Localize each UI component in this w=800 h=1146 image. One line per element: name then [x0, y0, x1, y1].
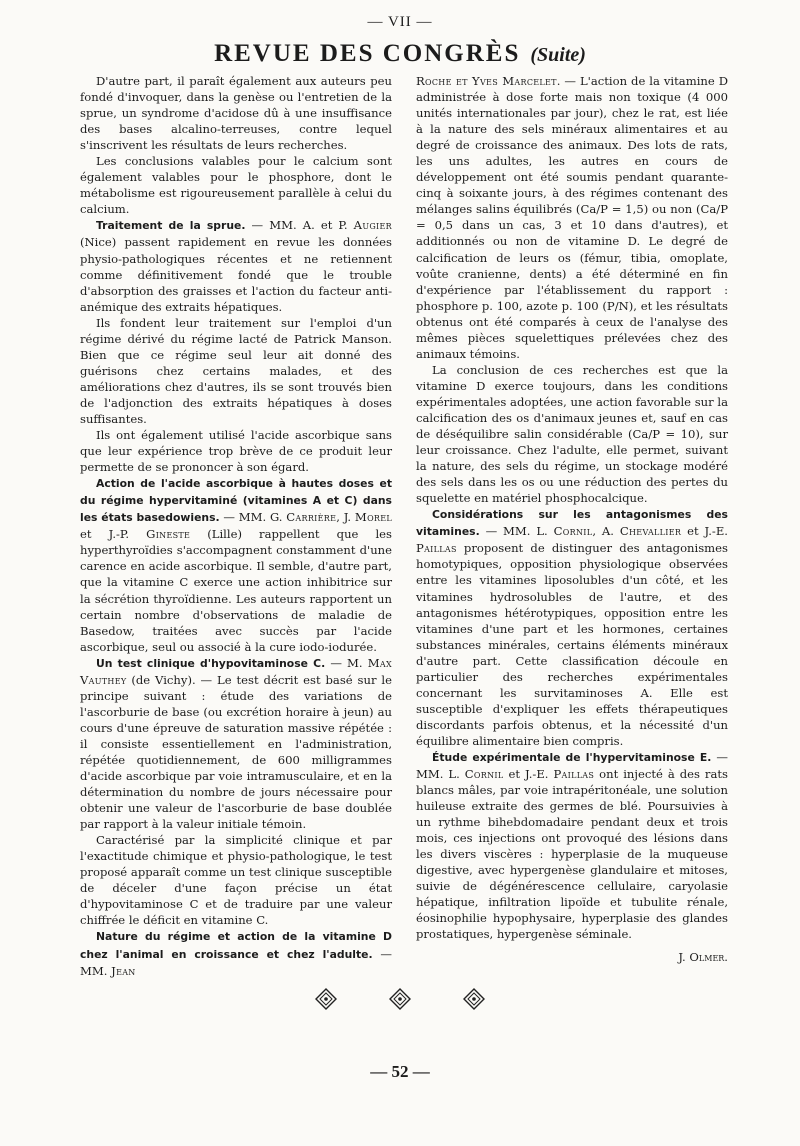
section-heading: Nature du régime et action de la vitamine D chez l'animal en croissance et chez l'adulte. — [80, 930, 392, 961]
title-suffix: (Suite) — [530, 44, 586, 66]
section-heading: Un test clinique d'hypovitaminose C. — [96, 656, 326, 670]
ornament-icon — [463, 988, 485, 1010]
ornament-row — [0, 988, 800, 1010]
ornament-icon — [315, 988, 337, 1010]
author-name: Paillas — [416, 541, 457, 556]
section-heading: Étude expérimentale de l'hypervitaminose E. — [432, 750, 712, 764]
author-sep: et J.-P. — [80, 527, 147, 542]
section-ascorbic-acid — [80, 475, 392, 655]
author-name: Max Vauthey — [80, 655, 392, 687]
paragraph: La conclusion de ces recherches est que la vitamine D exerce toujours, dans les conditions expérimentales adoptées, une action favorable sur la calcification des os d'animaux jeunes et, sauf en cas de déséquilibre salin considérable (Ca/P = 10), sur leur croissance. Chez l'adulte, elle permet, suivant la nature, des sels du régime, un stockage modéré des sels dans les os ou une réduction des pertes du squelette en matériel phosphocalcique. — [416, 362, 728, 506]
author-name: Augier — [353, 218, 392, 233]
author-intro: — MM. G. — [219, 510, 287, 525]
section-heading: Considérations sur les antagonismes des vitamines. — [416, 508, 728, 539]
section-clinical-test — [80, 655, 392, 833]
page-title — [0, 40, 800, 68]
author-name: Carrière — [286, 510, 337, 525]
author-name: Roche et Yves Marcelet — [416, 74, 557, 88]
section-text: ont injecté à des rats blancs mâles, par voie intrapéritonéale, une solution huileuse extraite des germes de blé. Poursuivies à un rythme bihebdomadaire pendant deux et trois mois, ces injections ont provoqué des lésions dans les divers viscères : hyperplasie de la muqueuse digestive, avec hypergenèse glandulaire et mitoses, suivie de dégénérescence cellulaire, caryolasie hépatique, infiltration lipoïde et tubulite rénale, éosinophilie hypophysaire, hyperplasie des glandes prostatiques, hypergenèse séminale. — [416, 767, 728, 942]
right-column — [416, 73, 728, 965]
section-vitamin-d-continued — [416, 73, 728, 362]
author-name: Cornil — [553, 524, 593, 539]
section-text: proposent de distinguer des antagonismes homotypiques, opposition physiologique observées entre les vitamines liposolubles d'un côté, et les vitamines hydrosolubles de l'autre, et des antagonismes hétérotypiques, opposition entre les vitamines d'une part et les hormones, certaines substances minérales, certains éléments minéraux d'autre part. Cette classification découle en particulier des recherches expérimentales concernant les survitaminoses A. Elle est susceptible d'expliquer les effets thérapeutiques discordants parfois obtenus, et la nécessité d'un équilibre alimentaire bien compris. — [416, 541, 728, 748]
section-hypervitaminosis-e — [416, 749, 728, 943]
ornament-icon — [389, 988, 411, 1010]
author-name: Gineste — [146, 527, 191, 542]
page-roman-numeral: — VII — — [367, 14, 433, 30]
paragraph: Caractérisé par la simplicité clinique et par l'exactitude chimique et physio-pathologique, le test proposé apparaît comme un test clinique susceptible de déceler d'une façon précise un état d'hypovitaminose C et de traduire par une valeur chiffrée le déficit en vitamine C. — [80, 833, 392, 928]
author-intro: — MM. L. — [416, 749, 729, 782]
author-sep: , J. — [336, 510, 355, 525]
section-text: (de Vichy). — Le test décrit est basé sur le principe suivant : étude des variations de l'ascorburie de base (ou excrétion horaire à jeun) au cours d'une épreuve de saturation massive répétée : il consiste essentiellement en l'administration, répétée quotidiennement, de 600 milligrammes d'acide ascorbique par voie intramusculaire, et en la détermination du nombre de jours nécessaire pour obtenir une valeur de l'ascorburie de base doublée par rapport à la valeur initiale témoin. — [80, 672, 392, 832]
author-intro: — M. — [325, 655, 368, 670]
section-heading: Action de l'acide ascorbique à hautes doses et du régime hypervitaminé (vitamines A et C) dans les états basedowiens. — [80, 477, 392, 525]
author-sep: et J.-E. — [681, 524, 728, 539]
author-name: Jean — [111, 963, 136, 978]
left-column — [80, 73, 392, 979]
page-number: — 52 — — [370, 1062, 430, 1081]
author-name: Morel — [354, 510, 393, 525]
author-signature: J. Olmer. — [678, 949, 728, 964]
section-text: (Lille) rappellent que les hyperthyroïdies s'accompagnent constamment d'une carence en acide ascorbique. Il semble, d'autre part, que la vitamine C exerce une action inhibitrice sur la sécrétion thyroïdienne. Les auteurs rapportent un certain nombre d'observations de maladie de Basedow, traitées avec succès par l'acide ascorbique, seul ou associé à la cure iodo-iodurée. — [80, 527, 392, 654]
author-sep: , A. — [592, 524, 620, 539]
author-name: Paillas — [553, 767, 595, 782]
author-intro: — MM. A. et P. — [245, 218, 354, 233]
author-intro: — MM. L. — [479, 524, 554, 539]
section-vitamin-d — [80, 928, 392, 978]
paragraph: Les conclusions valables pour le calcium sont également valables pour le phosphore, dont le métabolisme est rigoureusement parallèle à celui du calcium. — [80, 154, 392, 217]
section-text: . — L'action de la vitamine D administrée à dose forte mais non toxique (4 000 unités internationales par jour), chez le rat, est liée à la nature des sels minéraux alimentaires et au degré de croissance des animaux. Des lots de rats, les uns adultes, les autres en cours de développement ont été soumis pendant quarante-cinq à soixante jours, à des régimes contenant des mélanges salins équilibrés (Ca/P = 1,5) ou non (Ca/P = 0,5 dans un cas, 3 et 10 dans d'autres), et additionnés ou non de vitamine D. Le degré de calcification de leurs os (fémur, tibia, omoplate, voûte cranienne, dents) a été déterminé en fin d'expérience par l'établissement du rapport : phosphore p. 100, azote p. 100 (P/N), et les résultats obtenus ont été comparés à ceux de l'analyse des mêmes pièces squelettiques prélevées chez des animaux témoins. — [416, 74, 728, 361]
paragraph: D'autre part, il paraît également aux auteurs peu fondé d'invoquer, dans la genèse ou l'entretien de la sprue, un syndrome d'acidose dû à une insuffisance des bases alcalino-terreuses, contre lequel s'inscrivent les résultats de leurs recherches. — [80, 74, 392, 153]
section-text: (Nice) passent rapidement en revue les données physio-pathologiques récentes et ne retiennent comme définitivement fondé que le trouble d'absorption des graisses et l'action du facteur anti-anémique des extraits hépatiques. — [80, 235, 392, 314]
paragraph: Ils fondent leur traitement sur l'emploi d'un régime dérivé du régime lacté de Patrick Manson. Bien que ce régime seul leur ait donné des guérisons chez certains malades, et des améliorations chez d'autres, ils se sont trouvés bien de l'adjonction des extraits hépatiques à doses suffisantes. — [80, 315, 392, 426]
author-name: Cornil — [464, 767, 504, 782]
section-heading: Traitement de la sprue. — [96, 219, 246, 233]
author-intro: — MM. — [80, 946, 392, 978]
paragraph: Ils ont également utilisé l'acide ascorbique sans que leur expérience trop brève de ce produit leur permette de se prononcer à son égard. — [80, 428, 392, 475]
title-main: REVUE DES CONGRÈS — [214, 40, 521, 67]
section-sprue-treatment — [80, 217, 392, 314]
author-name: Chevallier — [619, 524, 682, 539]
author-sep: et J.-E. — [503, 767, 554, 782]
section-vitamin-antagonisms — [416, 506, 728, 749]
